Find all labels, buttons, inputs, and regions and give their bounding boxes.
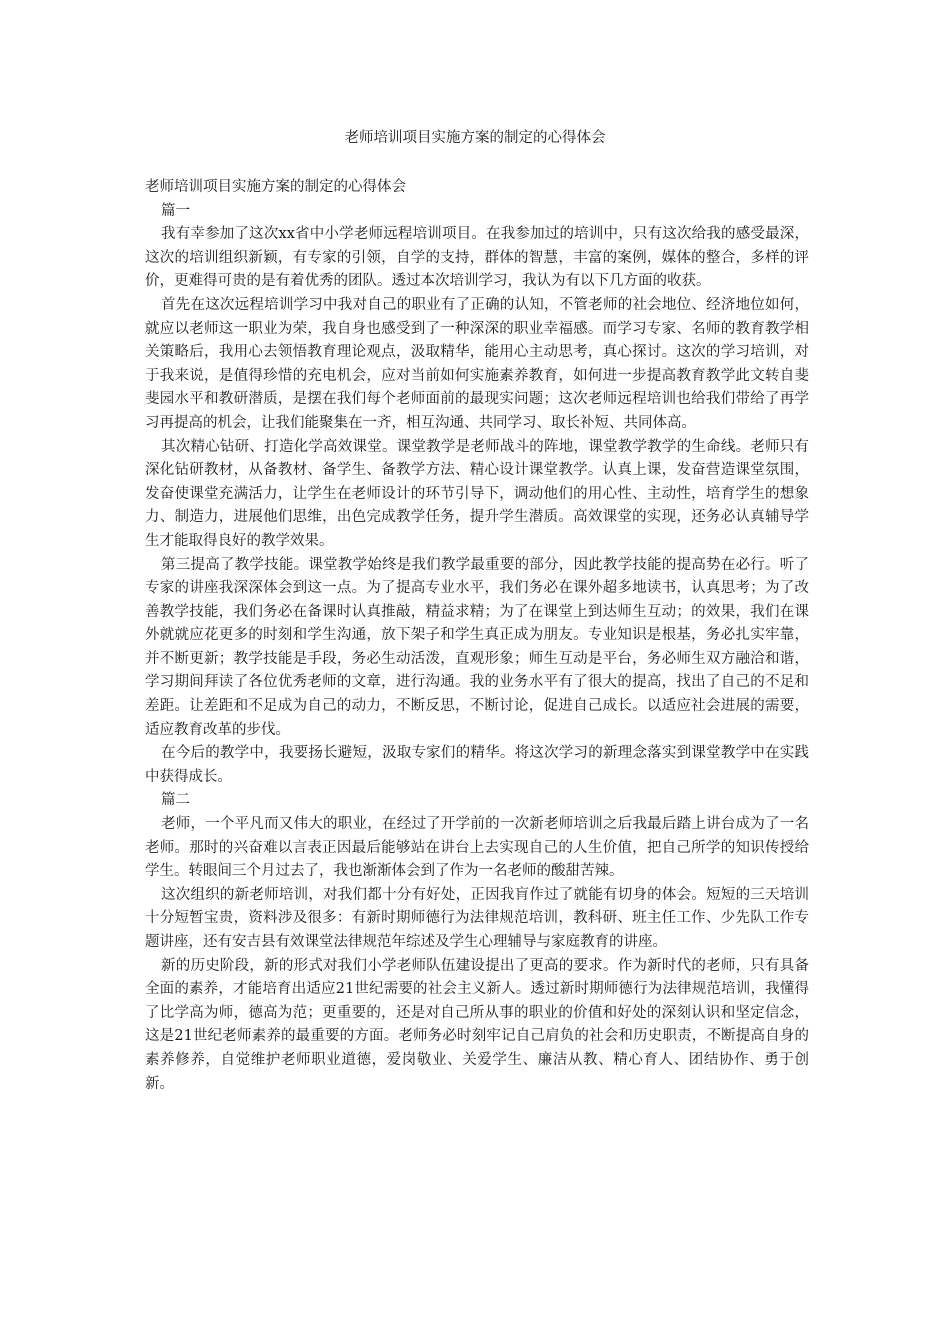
paragraph: 老师，一个平凡而又伟大的职业，在经过了开学前的一次新老师培训之后我最后踏上讲台成为了一名老师。那时的兴奋难以言表正因最后能够站在讲台上去实现自己的人生价值，把自己所学的知识传授给学生。转眼间三个月过去了，我也渐渐体会到了作为一名老师的酸甜苦辣。 [145, 816, 809, 880]
paragraph: 这次组织的新老师培训，对我们都十分有好处，正因我肓作过了就能有切身的体会。短短的三天培训十分短暂宝贵，资料涉及很多：有新时期师德行为法律规范培训，教科研、班主任工作、少先队工作专题讲座，还有安吉县有效课堂法律规范年综述及学生心理辅导与家庭教育的讲座。 [145, 886, 809, 950]
section-label-2: 篇二 [161, 792, 190, 809]
document-body [145, 176, 809, 1096]
paragraph: 第三提高了教学技能。课堂教学始终是我们教学最重要的部分，因此教学技能的提高势在必行。听了专家的讲座我深深体会到这一点。为了提高专业水平，我们务必在课外超多地读书，认真思考；为了改善教学技能，我们务必在备课时认真推敲，精益求精；为了在课堂上到达师生互动；的效果，我们在课外就就应花更多的时刻和学生沟通，放下架子和学生真正成为朋友。专业知识是根基，务必扎实牢靠，并不断更新；教学技能是手段，务必生动活泼，直观形象；师生互动是平台，务必师生双方融洽和谐，学习期间拜读了各位优秀老师的文章，进行沟通。我的业务水平有了很大的提高，找出了自己的不足和差距。让差距和不足成为自己的动力，不断反思，不断讨论，促进自己成长。以适应社会进展的需要，适应教育改革的步伐。 [145, 556, 809, 738]
document-title: 老师培训项目实施方案的制定的心得体会 [344, 130, 606, 146]
paragraph: 首先在这次远程培训学习中我对自己的职业有了正确的认知，不管老师的社会地位、经济地位如何，就应以老师这一职业为荣，我自身也感受到了一种深深的职业幸福感。而学习专家、名师的教育教学相关策略后，我用心去领悟教育理论观点，汲取精华，能用心主动思考，真心探讨。这次的学习培训，对于我来说，是值得珍惜的充电机会，应对当前如何实施素养教育，如何进一步提高教育教学此文转自斐斐园水平和教研潜质，是摆在我们每个老师面前的最现实问题；这次老师远程培训也给我们带给了再学习再提高的机会，让我们能聚集在一齐，相互沟通、共同学习、取长补短、共同体高。 [145, 296, 809, 431]
paragraph: 其次精心钻研、打造化学高效课堂。课堂教学是老师战斗的阵地，课堂教学教学的生命线。老师只有深化钻研教材，从备教材、备学生、备教学方法、精心设计课堂教学。认真上课，发奋营造课堂氛围，发奋使课堂充满活力，让学生在老师设计的环节引导下，调动他们的用心性、主动性，培育学生的想象力、制造力，进展他们思维，出色完成教学任务，提升学生潜质。高效课堂的实现，还务必认真辅导学生才能取得良好的教学效果。 [145, 438, 809, 549]
paragraph: 在今后的教学中，我要扬长避短，汲取专家们的精华。将这次学习的新理念落实到课堂教学中在实践中获得成长。 [145, 745, 809, 785]
document-subtitle: 老师培训项目实施方案的制定的心得体会 [145, 179, 406, 195]
paragraph: 我有幸参加了这次xx省中小学老师远程培训项目。在我参加过的培训中，只有这次给我的感受最深，这次的培训组织新颖，有专家的引领，自学的支持，群体的智慧，丰富的案例，媒体的整合，多样的评价，更难得可贵的是有着优秀的团队。透过本次培训学习，我认为有以下几方面的收获。 [145, 226, 809, 290]
paragraph: 新的历史阶段，新的形式对我们小学老师队伍建设提出了更高的要求。作为新时代的老师，只有具备全面的素养，才能培育出适应21世纪需要的社会主义新人。透过新时期师德行为法律规范培训，我懂得了比学高为师，德高为范；更重要的，还是对自己所从事的职业的价值和好处的深刻认识和坚定信念，这是21世纪老师素养的最重要的方面。老师务必时刻牢记自己肩负的社会和历史职责，不断提高自身的素养修养，自觉维护老师职业道德，爱岗敬业、关爱学生、廉洁从教、精心育人、团结协作、勇于创新。 [145, 957, 809, 1092]
section-label-1: 篇一 [161, 202, 190, 219]
